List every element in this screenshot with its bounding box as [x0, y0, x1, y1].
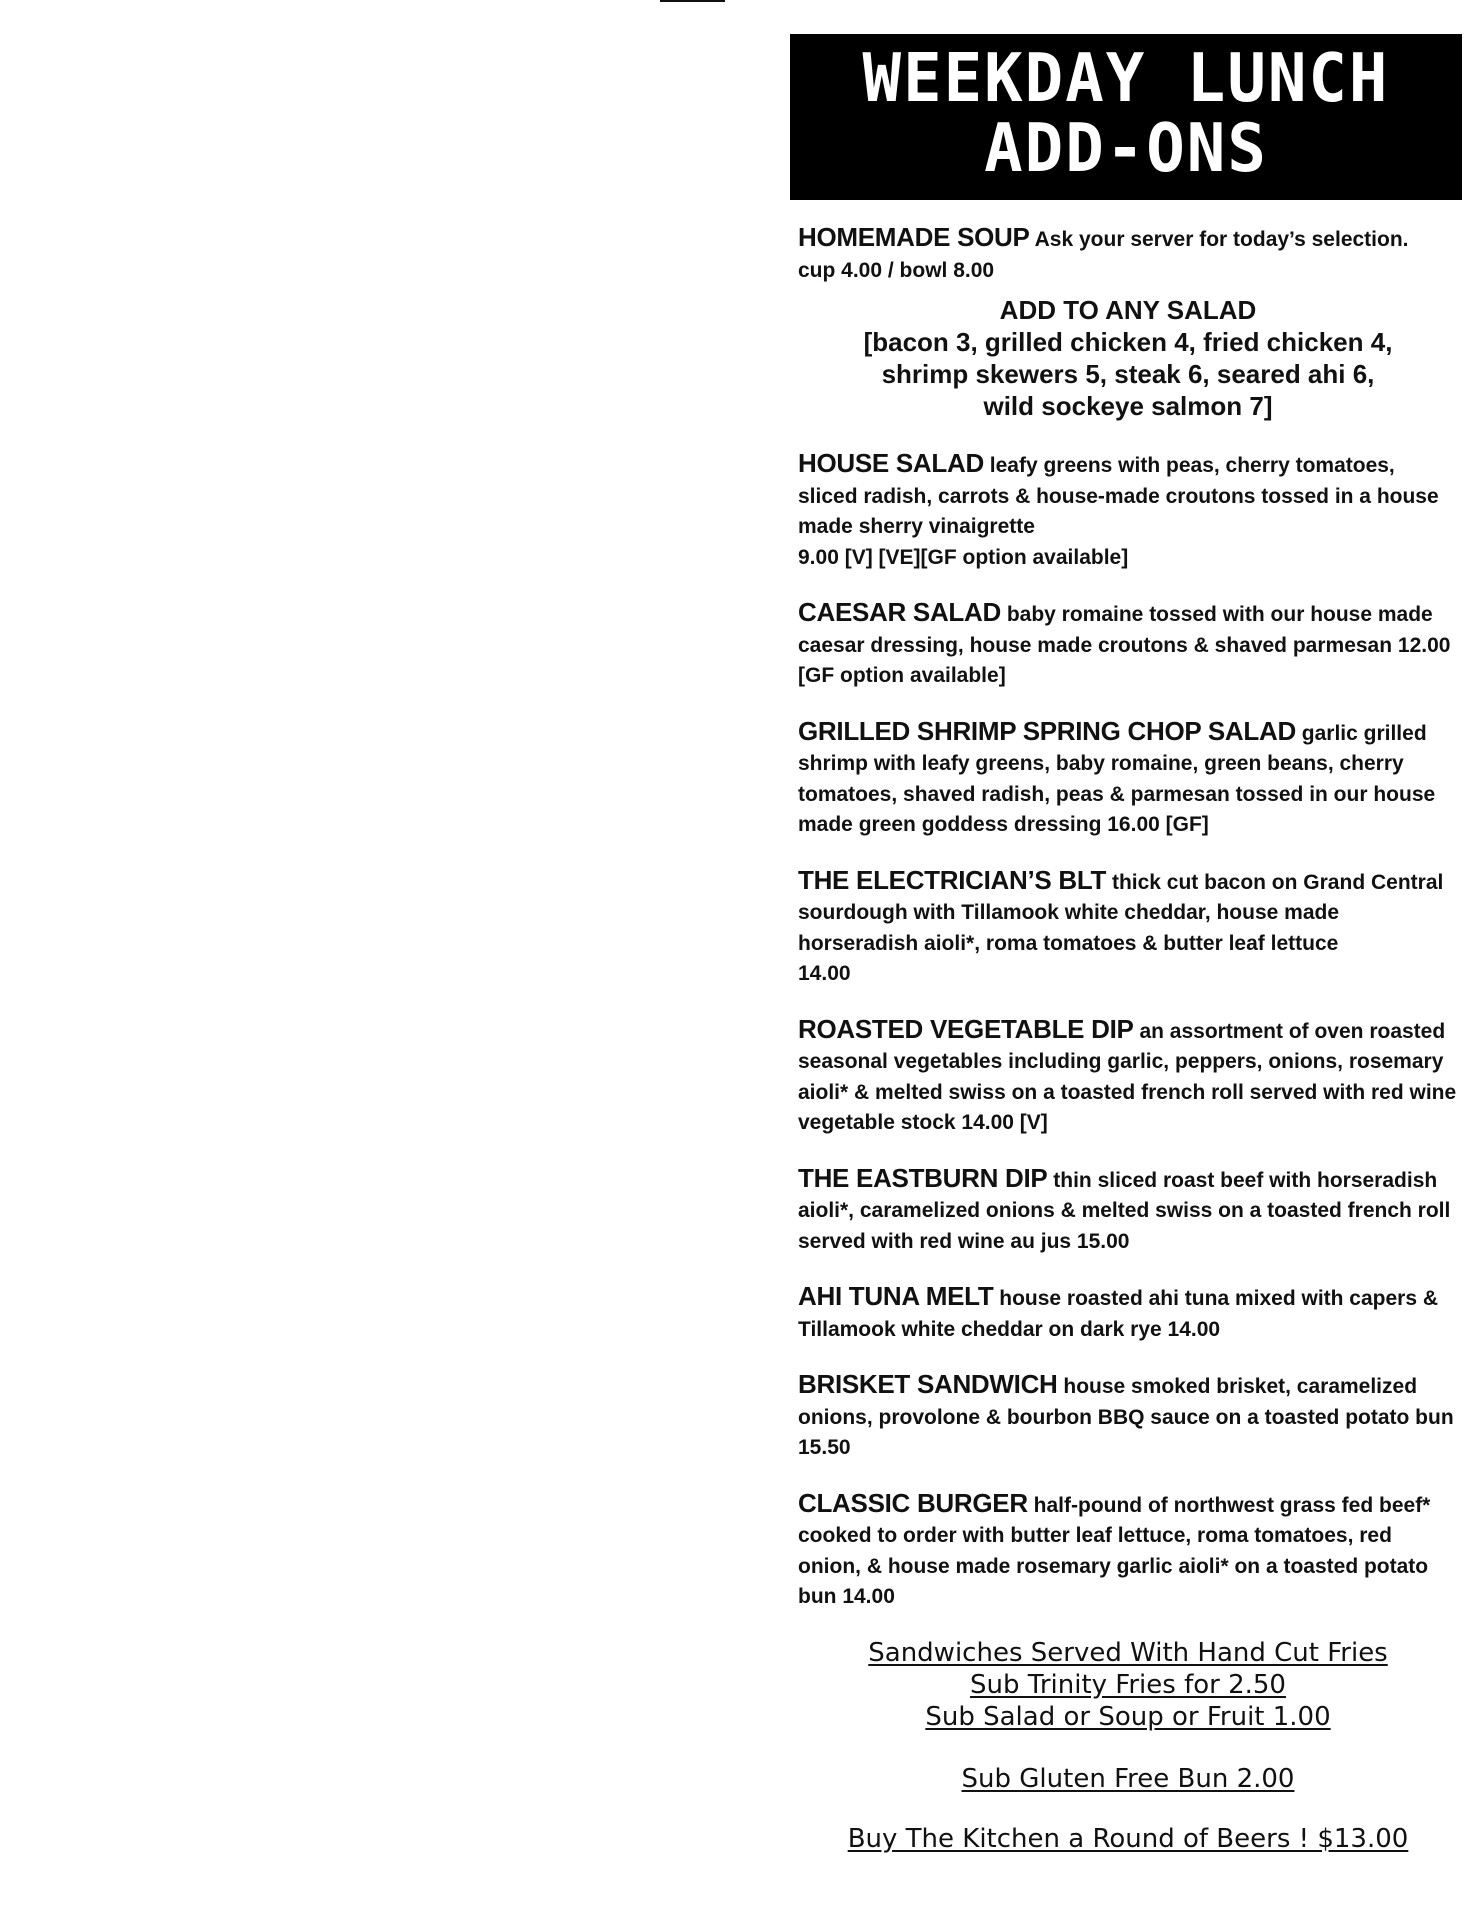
item-description: leafy greens with peas, cherry tomatoes, sliced radish, carrots & house-made croutons tossed in a house made sherry vinaigrette	[798, 454, 1439, 538]
item-name: HOUSE SALAD	[798, 448, 984, 478]
menu-item-classic-burger	[798, 1488, 1458, 1613]
item-price: 9.00 [V] [VE][GF option available]	[798, 545, 1129, 569]
kitchen-beers-text: Buy The Kitchen a Round of Beers ! $13.00	[847, 1823, 1409, 1854]
item-name: AHI TUNA MELT	[798, 1281, 994, 1311]
title-line-1: WEEKDAY LUNCH	[862, 40, 1390, 118]
item-name: ROASTED VEGETABLE DIP	[798, 1013, 1134, 1044]
item-description: an assortment of oven roasted seasonal vegetables including garlic, peppers, onions, rosemary aioli* & melted swiss on a toasted french roll served with red wine vegetable stock 14.00 [V]	[798, 1019, 1457, 1134]
item-description: thin sliced roast beef with horseradish aioli*, caramelized onions & melted swiss on a toasted french roll served with red wine au jus 15.00	[798, 1168, 1451, 1253]
menu-item-electricians-blt	[798, 865, 1458, 990]
salad-addons-line-3: wild sockeye salmon 7]	[983, 391, 1273, 421]
top-edge-mark	[660, 0, 725, 2]
item-description: house smoked brisket, caramelized onions, provolone & bourbon BBQ sauce on a toasted potato bun 15.50	[798, 1375, 1454, 1459]
menu-item-shrimp-chop-salad	[798, 716, 1458, 841]
menu-item-ahi-tuna-melt	[798, 1281, 1458, 1345]
soup-description: Ask your server for today’s selection.	[1034, 228, 1409, 251]
menu-item-house-salad	[798, 448, 1458, 573]
item-description: baby romaine tossed with our house made caesar dressing, house made croutons & shaved parmesan 12.00 [GF option available]	[798, 603, 1451, 687]
title-line-2: ADD-ONS	[984, 110, 1268, 188]
item-description: garlic grilled shrimp with leafy greens, baby romaine, green beans, cherry tomatoes, shaved radish, peas & parmesan tossed in our house made green goddess dressing 16.00 [GF]	[798, 721, 1436, 836]
kitchen-beers-note	[798, 1823, 1458, 1855]
fries-note: Sandwiches Served With Hand Cut Fries	[868, 1637, 1388, 1668]
soup-prices: cup 4.00 / bowl 8.00	[798, 259, 995, 282]
item-description: thick cut bacon on Grand Central sourdough with Tillamook white cheddar, house made horseradish aioli*, roma tomatoes & butter leaf lettuce	[798, 870, 1444, 955]
salad-addons	[798, 294, 1458, 422]
sub-side-note: Sub Salad or Soup or Fruit 1.00	[925, 1701, 1331, 1732]
item-price: 14.00	[798, 962, 851, 985]
sides-footer	[798, 1637, 1458, 1795]
item-name: THE EASTBURN DIP	[798, 1162, 1048, 1193]
menu-item-brisket-sandwich	[798, 1369, 1458, 1464]
soup-section	[798, 222, 1458, 286]
soup-name: HOMEMADE SOUP	[798, 222, 1030, 252]
trinity-fries-note: Sub Trinity Fries for 2.50	[970, 1669, 1286, 1700]
lunch-menu	[790, 34, 1462, 1855]
item-name: THE ELECTRICIAN’S BLT	[798, 864, 1107, 895]
menu-item-roasted-vegetable-dip	[798, 1014, 1458, 1139]
salad-addons-line-1: [bacon 3, grilled chicken 4, fried chicken 4,	[863, 327, 1393, 357]
menu-content	[790, 222, 1462, 1855]
item-name: CLASSIC BURGER	[798, 1487, 1028, 1518]
title-banner	[790, 34, 1462, 200]
item-name: CAESAR SALAD	[798, 597, 1001, 627]
item-name: GRILLED SHRIMP SPRING CHOP SALAD	[798, 715, 1296, 746]
salad-addons-heading: ADD TO ANY SALAD	[999, 295, 1257, 325]
salad-addons-line-2: shrimp skewers 5, steak 6, seared ahi 6,	[881, 359, 1375, 389]
menu-item-eastburn-dip	[798, 1163, 1458, 1258]
item-name: BRISKET SANDWICH	[798, 1369, 1058, 1399]
menu-item-caesar-salad	[798, 597, 1458, 692]
item-description: house roasted ahi tuna mixed with capers & Tillamook white cheddar on dark rye 14.00	[798, 1287, 1439, 1341]
gluten-free-bun-note: Sub Gluten Free Bun 2.00	[961, 1763, 1295, 1794]
item-description: half-pound of northwest grass fed beef* cooked to order with butter leaf lettuce, roma tomatoes, red onion, & house made rosemary garlic aioli* on a toasted potato bun 14.00	[798, 1493, 1431, 1608]
